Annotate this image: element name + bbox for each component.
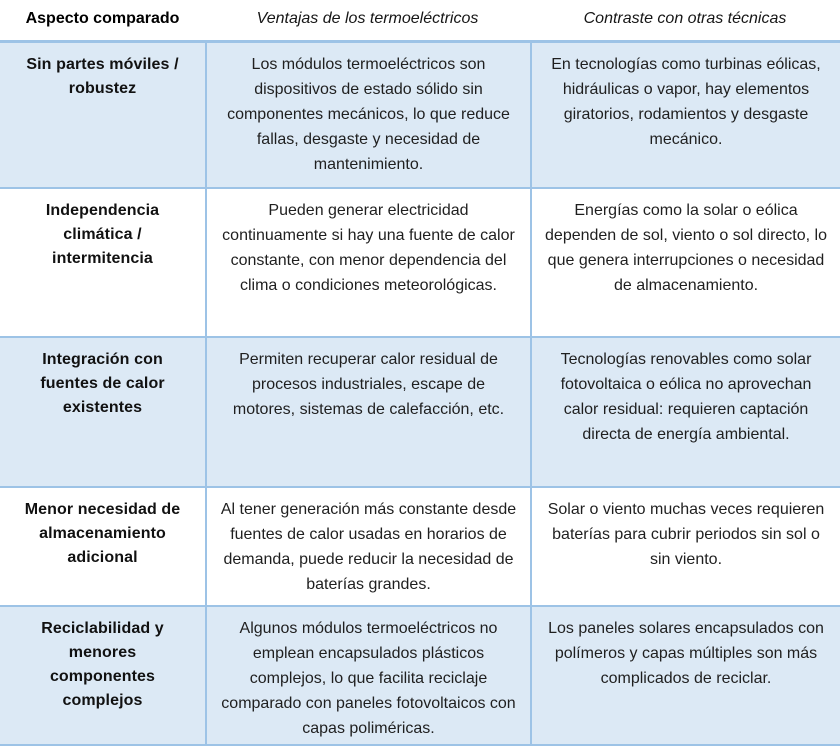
table-row (0, 605, 840, 746)
ventajas-cell: Los módulos termoeléctricos son dispositivos de estado sólido sin componentes mecánicos, lo que reduce fallas, desgaste y necesidad de mantenimiento. (205, 43, 530, 187)
column-header-aspecto: Aspecto comparado (25, 10, 180, 27)
table-row (0, 336, 840, 486)
aspect-cell: Independencia climática / intermitencia (45, 202, 160, 267)
aspect-cell: Menor necesidad de almacenamiento adicional (24, 501, 181, 566)
column-header-ventajas: Ventajas de los termoeléctricos (256, 10, 479, 27)
table-row (0, 40, 840, 187)
contraste-cell: Tecnologías renovables como solar fotovoltaica o eólica no aprovechan calor residual: requieren captación directa de energía ambiental. (530, 338, 840, 486)
table-header-row (0, 0, 840, 40)
ventajas-cell: Permiten recuperar calor residual de procesos industriales, escape de motores, sistemas de calefacción, etc. (205, 338, 530, 486)
aspect-cell: Integración con fuentes de calor existentes (40, 351, 165, 416)
ventajas-cell: Algunos módulos termoeléctricos no emplean encapsulados plásticos complejos, lo que facilita reciclaje comparado con paneles fotovoltaicos con capas poliméricas. (205, 607, 530, 744)
contraste-cell: Los paneles solares encapsulados con polímeros y capas múltiples son más complicados de reciclar. (530, 607, 840, 744)
contraste-cell: En tecnologías como turbinas eólicas, hidráulicas o vapor, hay elementos giratorios, rodamientos y desgaste mecánico. (530, 43, 840, 187)
column-header-contraste: Contraste con otras técnicas (583, 10, 787, 27)
table-row (0, 486, 840, 605)
contraste-cell: Energías como la solar o eólica dependen de sol, viento o sol directo, lo que genera interrupciones o necesidad de almacenamiento. (530, 189, 840, 336)
aspect-cell: Reciclabilidad y menores componentes complejos (41, 620, 164, 709)
ventajas-cell: Al tener generación más constante desde fuentes de calor usadas en horarios de demanda, puede reducir la necesidad de baterías grandes. (205, 488, 530, 605)
aspect-cell: Sin partes móviles / robustez (26, 56, 179, 97)
ventajas-cell: Pueden generar electricidad continuamente si hay una fuente de calor constante, con menor dependencia del clima o condiciones meteorológicas. (205, 189, 530, 336)
table-row (0, 187, 840, 336)
contraste-cell: Solar o viento muchas veces requieren baterías para cubrir periodos sin sol o sin viento. (530, 488, 840, 605)
